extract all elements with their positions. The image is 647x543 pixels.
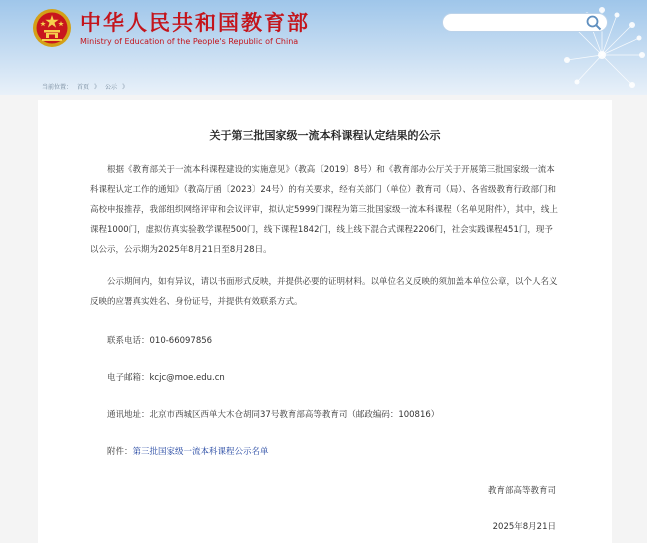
search-input[interactable] bbox=[442, 13, 608, 32]
article-content bbox=[38, 100, 612, 543]
site-subtitle: Ministry of Education of the People's Republic of China bbox=[80, 37, 299, 46]
attachment-label: 附件： bbox=[107, 447, 133, 457]
breadcrumb-home[interactable]: 首页 bbox=[77, 84, 90, 91]
signature-date: 2025年8月21日 bbox=[492, 522, 556, 532]
search-icon[interactable] bbox=[585, 14, 603, 32]
attachment-link[interactable]: 第三批国家级一流本科课程公示名单 bbox=[132, 447, 269, 457]
breadcrumb bbox=[42, 82, 133, 91]
breadcrumb-current[interactable]: 公示 bbox=[105, 84, 118, 91]
breadcrumb-separator: 》 bbox=[122, 84, 129, 91]
contact-address: 通讯地址：北京市西城区西单大木仓胡同37号教育部高等教育司（邮政编码：100816） bbox=[107, 410, 440, 420]
breadcrumb-separator: 》 bbox=[94, 84, 101, 91]
signature-department: 教育部高等教育司 bbox=[487, 486, 556, 496]
site-title[interactable]: 中华人民共和国教育部 bbox=[80, 11, 310, 35]
site-header bbox=[0, 0, 647, 95]
article-title: 关于第三批国家级一流本科课程认定结果的公示 bbox=[209, 129, 441, 142]
article-paragraph-1: 根据《教育部关于一流本科课程建设的实施意见》（教高〔2019〕8号）和《教育部办公厅关于开展第三批国家级一流本科课程认定工作的通知》（教高厅函〔2023〕24号）的有关要求，经有关部门（单位）教育司（局）、各省级教育行政部门和高校申报推荐，我部组织网络评审和会议评审，拟认定5999门课程为第三批国家级一流本科课程（名单见附件），其中，线上课程1000门，虚拟仿真实验教学课程500门，线下课程1842门，线上线下混合式课程2206门，社会实践课程451门，现予以公示，公示期为2025年8月21日至8月28日。 bbox=[90, 165, 558, 255]
contact-email: 电子邮箱：kcjc@moe.edu.cn bbox=[107, 373, 225, 383]
article-paragraph-2: 公示期间内，如有异议，请以书面形式反映，并提供必要的证明材料。以单位名义反映的须加盖本单位公章，以个人名义反映的应署真实姓名、身份证号，并提供有效联系方式。 bbox=[90, 277, 558, 307]
national-emblem-icon[interactable] bbox=[32, 8, 72, 48]
contact-phone: 联系电话：010-66097856 bbox=[107, 336, 213, 346]
attachment-row bbox=[107, 445, 269, 457]
breadcrumb-prefix: 当前位置： bbox=[42, 84, 73, 91]
